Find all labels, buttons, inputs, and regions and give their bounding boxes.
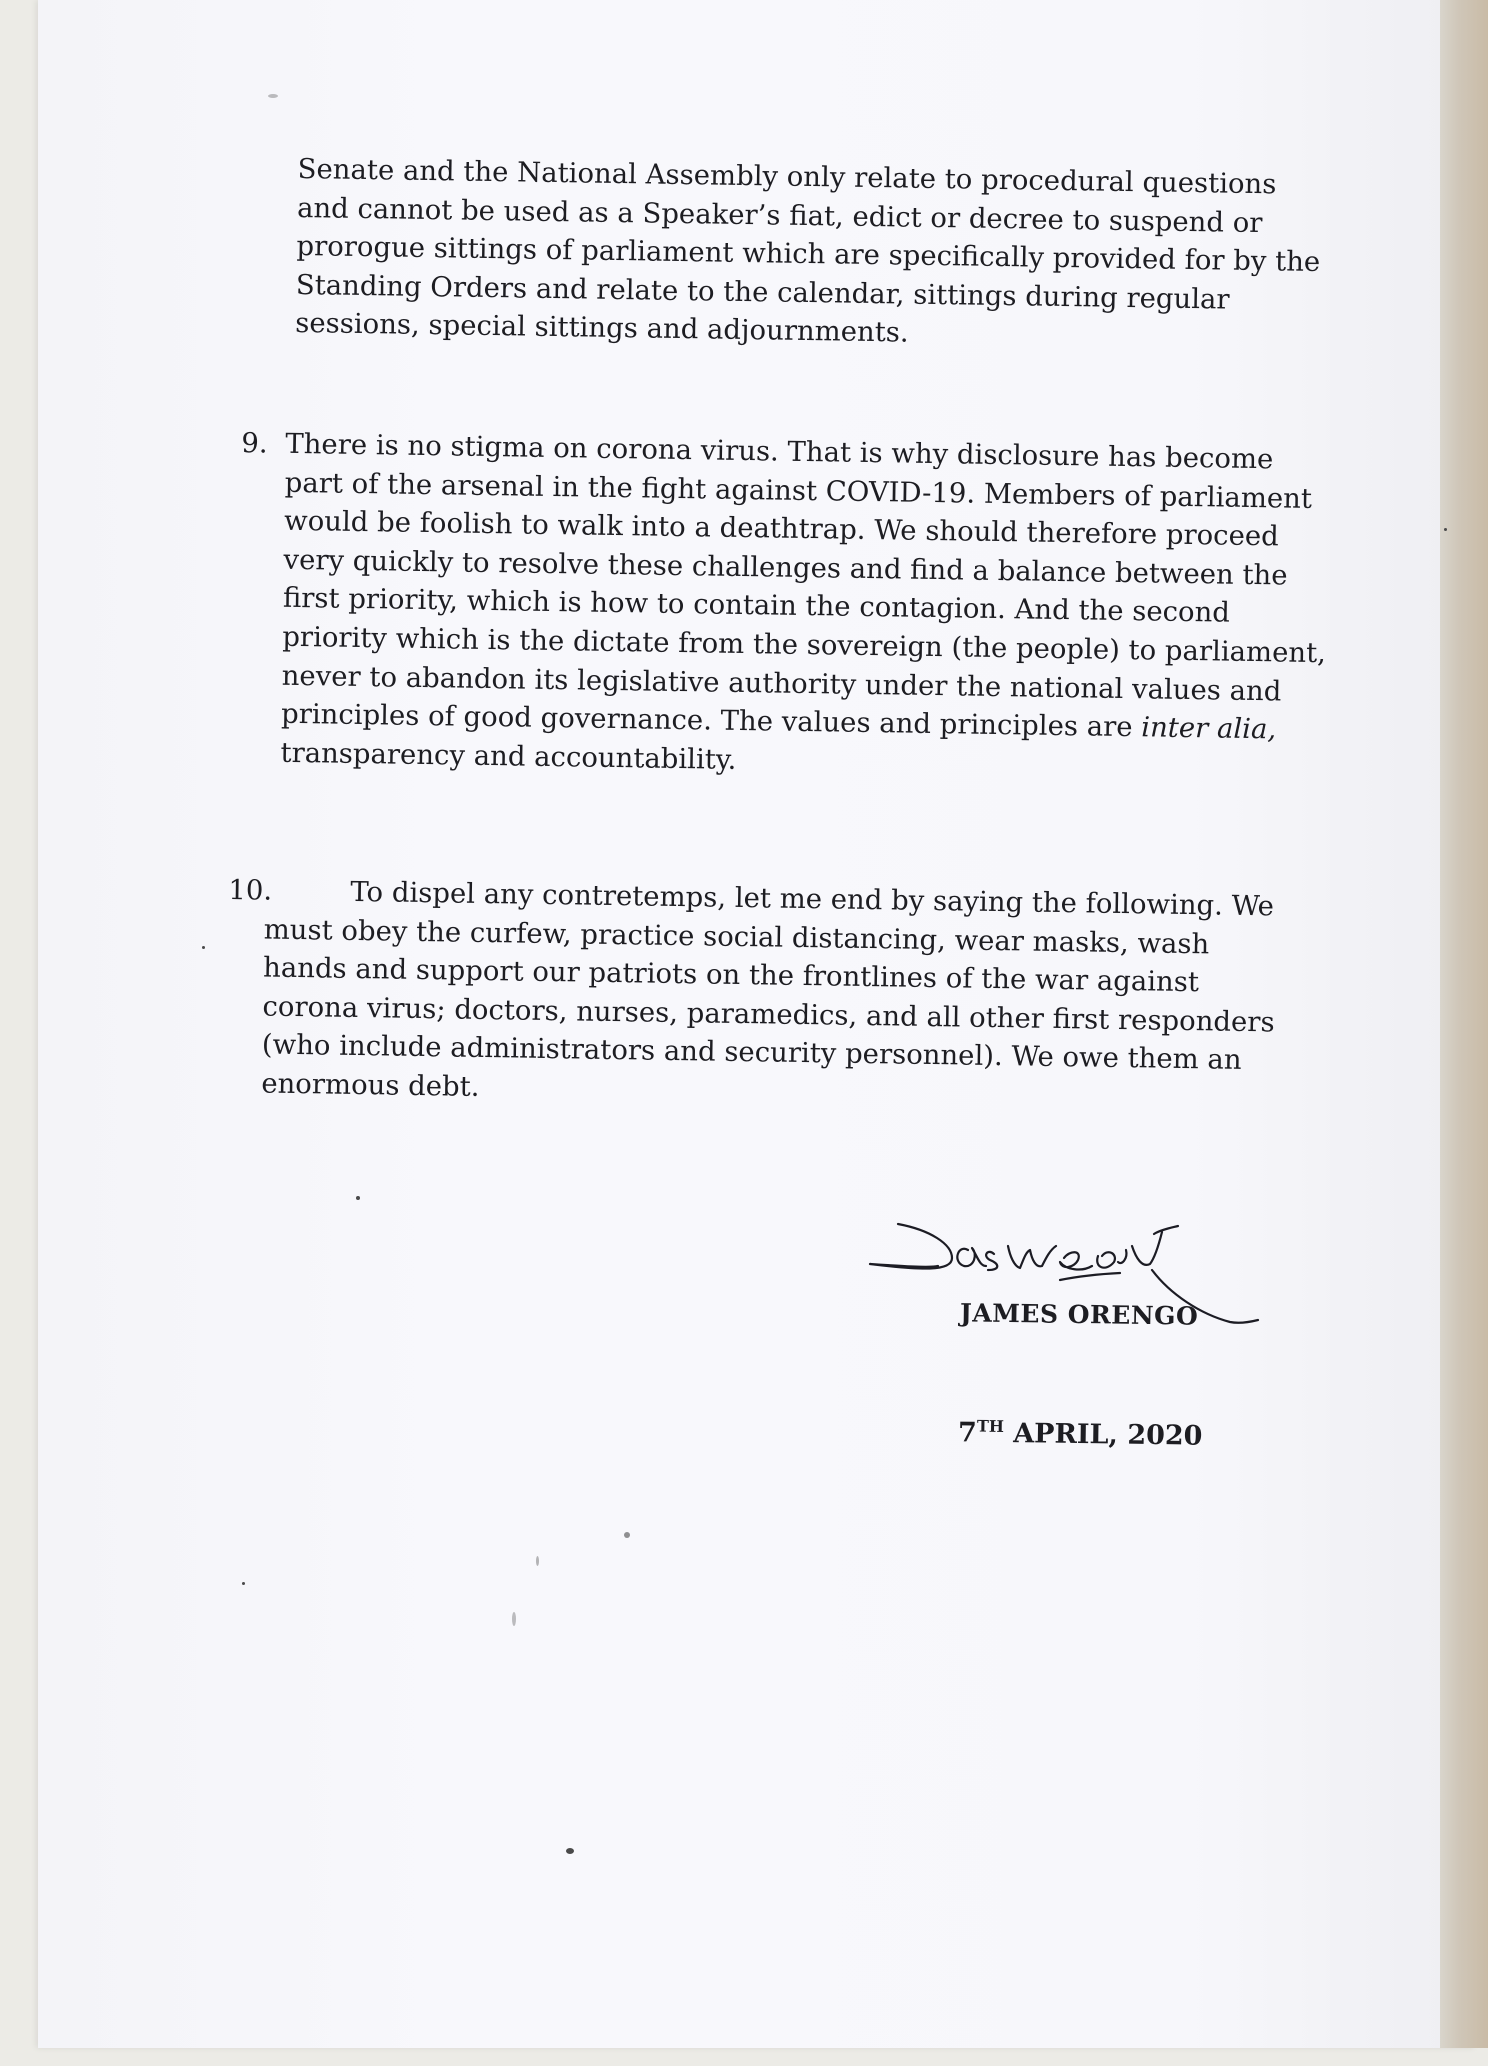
scan-speck [566,1848,574,1854]
text-line: To dispel any contretemps, let me end by saying the following. We [350,875,1275,923]
text-line: There is no stigma on corona virus. That is why disclosure has become [285,427,1274,476]
text-line: transparency and accountability. [280,736,737,776]
text-line: would be foolish to walk into a deathtrap. We should therefore proceed [283,504,1279,553]
text-line: must obey the curfew, practice social distancing, wear masks, wash [263,913,1210,960]
text-line: never to abandon its legislative authority under the national values and [281,659,1282,708]
text-line: enormous debt. [261,1067,480,1103]
text-segment: principles of good governance. The values and principles are [280,697,1133,744]
text-line: hands and support our patriots on the frontlines of the war against [262,951,1200,999]
signatory-name: JAMES ORENGO [959,1298,1199,1331]
text-line: and cannot be used as a Speaker’s fiat, edict or decree to suspend or [296,191,1263,239]
text-line: Standing Orders and relate to the calendar, sittings during regular [295,268,1230,316]
scan-speck [242,1582,245,1585]
text-line: Senate and the National Assembly only relate to procedural questions [297,152,1277,201]
scan-speck [512,1612,516,1626]
scan-speck [202,946,205,949]
text-line: part of the arsenal in the fight against COVID-19. Members of parliament [284,466,1313,515]
scan-speck [624,1532,630,1538]
scan-speck [268,94,278,98]
italic-phrase: inter alia, [1141,711,1277,746]
text-line: prorogue sittings of parliament which are specifically provided for by the [296,230,1321,279]
paragraph-9-number: 9. [241,427,268,460]
letter-date [958,1416,1203,1451]
scan-speck [356,1196,360,1200]
date-month-year: APRIL, 2020 [1003,1417,1203,1452]
paragraph-10-number: 10. [228,873,273,907]
scan-speck [536,1556,539,1566]
date-ordinal-suffix: TH [976,1416,1005,1436]
date-day: 7 [957,1417,978,1449]
text-line: first priority, which is how to contain the contagion. And the second [282,582,1231,630]
text-line: very quickly to resolve these challenges and find a balance between the [283,543,1288,592]
text-line: corona virus; doctors, nurses, paramedics, and all other first responders [262,990,1275,1039]
text-line: (who include administrators and security personnel). We owe them an [261,1028,1242,1077]
text-line: sessions, special sittings and adjournments. [295,307,909,349]
text-line: priority which is the dictate from the sovereign (the people) to parliament, [282,620,1327,670]
scan-speck [1444,528,1447,531]
